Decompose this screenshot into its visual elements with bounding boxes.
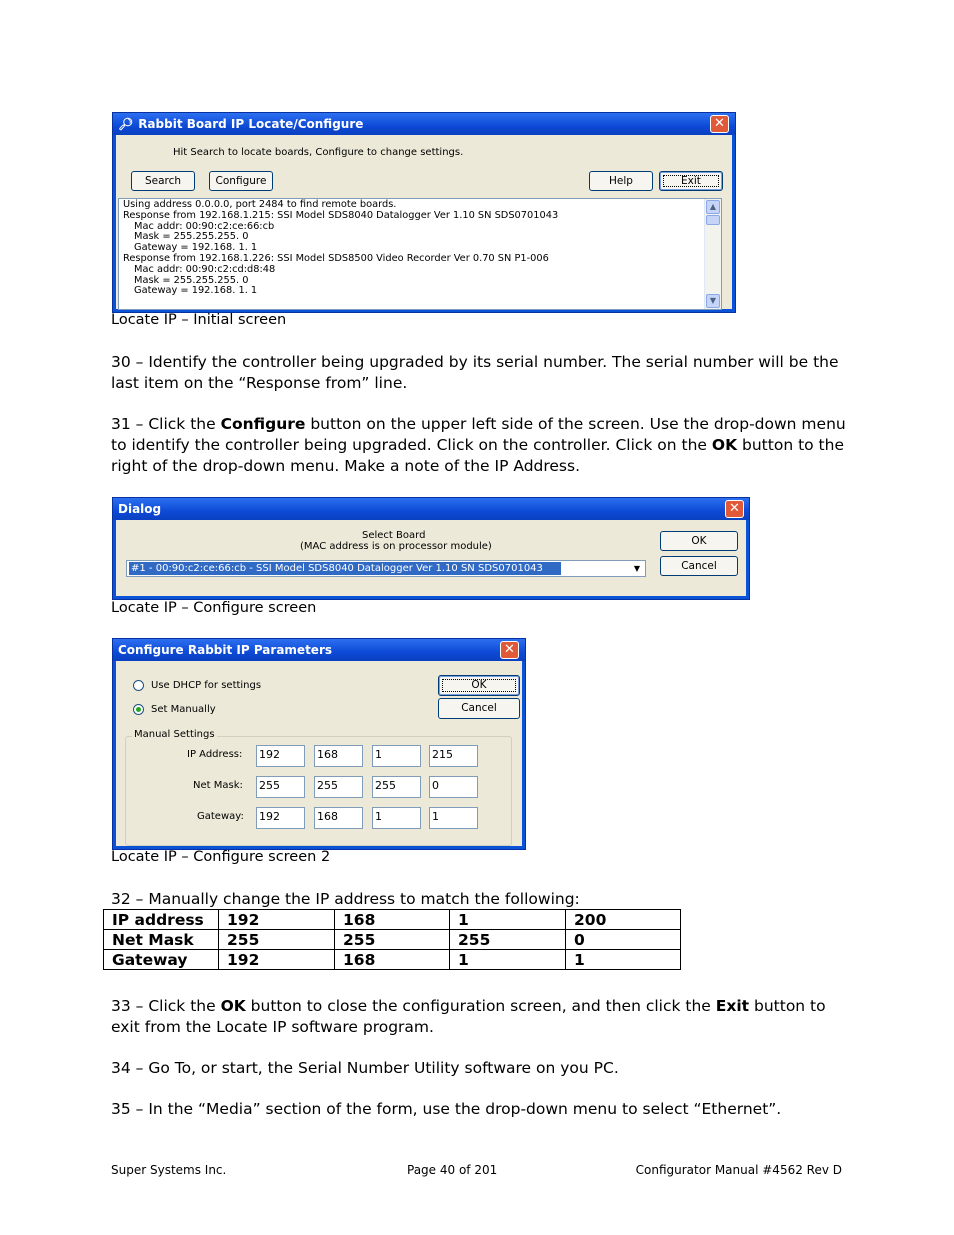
table-cell: IP address — [104, 910, 219, 930]
window-title: Rabbit Board IP Locate/Configure — [138, 117, 364, 131]
ip-octet-3[interactable]: 1 — [372, 745, 421, 767]
close-icon[interactable]: ✕ — [500, 641, 519, 659]
ip-octet-2[interactable]: 168 — [314, 745, 363, 767]
table-cell: 1 — [450, 910, 566, 930]
select-board-dialog — [112, 497, 750, 600]
table-cell: Gateway — [104, 950, 219, 970]
ip-settings-table — [103, 909, 681, 970]
focus-rect — [663, 175, 719, 187]
locate-configure-titlebar — [113, 113, 735, 135]
board-select-value: #1 - 00:90:c2:ce:66:cb - SSI Model SDS8040 Datalogger Ver 1.10 SN SDS0701043 — [129, 562, 561, 575]
step-31-text: button to the right of the drop-down menu. Make a note of the IP Address. — [111, 436, 844, 475]
table-cell: 192 — [219, 950, 335, 970]
step-33 — [111, 996, 846, 1038]
ip-octet-4[interactable]: 215 — [429, 745, 478, 767]
configure-ip-dialog — [112, 638, 526, 850]
table-row — [104, 950, 681, 970]
close-icon[interactable]: ✕ — [710, 115, 729, 133]
table-cell: 0 — [566, 930, 681, 950]
gateway-label: Gateway: — [197, 811, 244, 822]
step-33-text: 33 – Click the — [111, 997, 221, 1015]
gateway-octet-1[interactable]: 192 — [256, 807, 305, 829]
step-31-text: 31 – Click the — [111, 415, 221, 433]
dialog-title: Dialog — [118, 502, 162, 516]
dialog-title: Configure Rabbit IP Parameters — [118, 643, 333, 657]
step-33-exit: Exit — [715, 997, 750, 1015]
close-icon[interactable]: ✕ — [725, 500, 744, 518]
list-item: Response from 192.168.1.226: SSI Model SDS8500 Video Recorder Ver 0.70 SN P1-006 — [123, 252, 549, 264]
step-31-text: button on the upper left side of the screen. Use the drop-down menu to identify the controller being upgraded. Click on the controller. Click on the — [111, 415, 846, 454]
table-cell: Net Mask — [104, 930, 219, 950]
search-button[interactable]: Search — [131, 171, 195, 191]
net-mask-label: Net Mask: — [193, 780, 243, 791]
list-item: Mac addr: 00:90:c2:cd:d8:48 — [134, 263, 276, 275]
table-cell: 1 — [566, 950, 681, 970]
list-item: Mask = 255.255.255. 0 — [134, 274, 249, 286]
table-cell: 168 — [335, 950, 450, 970]
list-item: Mac addr: 00:90:c2:ce:66:cb — [134, 220, 275, 232]
ip-address-label: IP Address: — [187, 749, 243, 760]
select-board-titlebar — [113, 498, 749, 520]
list-item: Gateway = 192.168. 1. 1 — [134, 285, 258, 297]
manual-label: Set Manually — [151, 704, 216, 715]
step-34: 34 – Go To, or start, the Serial Number Utility software on you PC. — [111, 1059, 619, 1077]
mask-octet-4[interactable]: 0 — [429, 776, 478, 798]
caption-configure-screen: Locate IP – Configure screen — [111, 600, 317, 616]
step-32: 32 – Manually change the IP address to match the following: — [111, 890, 580, 908]
instruction-text: Hit Search to locate boards, Configure to change settings. — [173, 147, 464, 158]
table-cell: 255 — [219, 930, 335, 950]
configure-ip-client — [116, 661, 522, 846]
help-button[interactable]: Help — [589, 171, 653, 191]
table-row — [104, 910, 681, 930]
table-cell: 1 — [450, 950, 566, 970]
step-31-ok: OK — [711, 436, 738, 454]
footer-page-number: Page 40 of 201 — [407, 1163, 498, 1177]
caption-configure-screen-2: Locate IP – Configure screen 2 — [111, 849, 331, 865]
log-listbox[interactable] — [118, 198, 722, 310]
caption-initial-screen: Locate IP – Initial screen — [111, 312, 287, 328]
select-board-hint: (MAC address is on processor module) — [300, 541, 492, 552]
manual-radio[interactable] — [133, 704, 144, 715]
select-board-label: Select Board — [362, 530, 426, 541]
ok-button[interactable] — [438, 675, 520, 696]
step-35: 35 – In the “Media” section of the form, use the drop-down menu to select “Ethernet”. — [111, 1100, 782, 1118]
mask-octet-1[interactable]: 255 — [256, 776, 305, 798]
log-lines — [119, 199, 721, 297]
cancel-button[interactable]: Cancel — [438, 698, 520, 719]
select-board-client — [116, 520, 746, 596]
configure-button[interactable]: Configure — [209, 171, 273, 191]
dhcp-label: Use DHCP for settings — [151, 680, 262, 691]
gateway-octet-2[interactable]: 168 — [314, 807, 363, 829]
table-cell: 255 — [335, 930, 450, 950]
table-cell: 192 — [219, 910, 335, 930]
locate-configure-window — [112, 112, 736, 313]
board-select[interactable] — [126, 560, 646, 577]
dhcp-radio[interactable] — [133, 680, 144, 691]
ok-button-label: OK — [471, 679, 487, 691]
exit-button-label: Exit — [681, 175, 701, 187]
step-31 — [111, 414, 846, 477]
scroll-thumb[interactable] — [706, 215, 720, 225]
table-cell: 168 — [335, 910, 450, 930]
step-30: 30 – Identify the controller being upgraded by its serial number. The serial number will be the last item on the “Response from” line. — [111, 353, 839, 392]
list-item: Mask = 255.255.255. 0 — [134, 231, 249, 243]
table-cell: 255 — [450, 930, 566, 950]
focus-rect — [442, 679, 516, 692]
vertical-scrollbar[interactable] — [704, 199, 721, 309]
locate-configure-client — [116, 135, 732, 309]
cancel-button[interactable]: Cancel — [660, 556, 738, 576]
mask-octet-3[interactable]: 255 — [372, 776, 421, 798]
table-cell: 200 — [566, 910, 681, 930]
list-item: Response from 192.168.1.215: SSI Model SDS8040 Datalogger Ver 1.10 SN SDS0701043 — [123, 209, 559, 221]
list-item: Using address 0.0.0.0, port 2484 to find remote boards. — [123, 199, 397, 210]
gateway-octet-4[interactable]: 1 — [429, 807, 478, 829]
chevron-down-icon[interactable]: ▼ — [633, 564, 641, 573]
mask-octet-2[interactable]: 255 — [314, 776, 363, 798]
ok-button[interactable]: OK — [660, 531, 738, 551]
step-33-text: button to exit from the Locate IP software program. — [111, 997, 826, 1036]
ip-octet-1[interactable]: 192 — [256, 745, 305, 767]
footer-company: Super Systems Inc. — [111, 1163, 227, 1177]
manual-settings-label: Manual Settings — [134, 729, 215, 740]
table-row — [104, 930, 681, 950]
binoculars-icon: 🔎︎ — [118, 117, 134, 131]
step-33-ok: OK — [220, 997, 246, 1015]
step-31-configure: Configure — [220, 415, 306, 433]
configure-ip-titlebar — [113, 639, 525, 661]
footer-manual-id: Configurator Manual #4562 Rev D — [635, 1163, 842, 1177]
step-33-text: button to close the configuration screen, and then click the — [245, 997, 716, 1015]
list-item: Gateway = 192.168. 1. 1 — [134, 242, 258, 254]
scroll-up-icon[interactable]: ▲ — [706, 200, 720, 214]
exit-button[interactable] — [659, 171, 723, 191]
scroll-down-icon[interactable]: ▼ — [706, 294, 720, 308]
gateway-octet-3[interactable]: 1 — [372, 807, 421, 829]
